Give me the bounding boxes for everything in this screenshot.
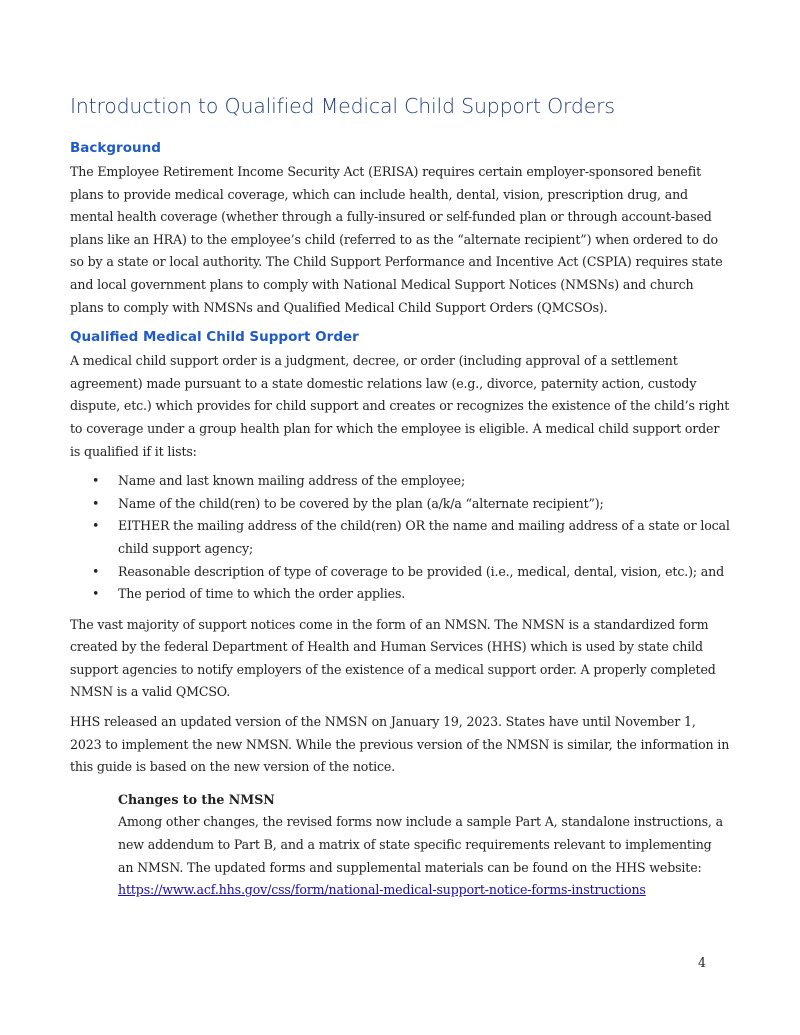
list-item-text: Reasonable description of type of coverage to be provided (i.e., medical, dental, vision, etc.); and xyxy=(118,563,725,579)
qmcso-heading: Qualified Medical Child Support Order xyxy=(70,329,359,346)
nmsn-paragraph: The vast majority of support notices come in the form of an NMSN. The NMSN is a standardized form created by the federal Department of Health and Human Services (HHS) which is used by state child support agencies to notify employers of the existence of a medical support order. A properly completed NMSN is a valid QMCSO. xyxy=(70,616,716,700)
changes-paragraph xyxy=(118,811,730,901)
update-paragraph: HHS released an updated version of the NMSN on January 19, 2023. States have until November 1, 2023 to implement the new NMSN. While the previous version of the NMSN is similar, the information in this guide is based on the new version of the notice. xyxy=(70,714,730,775)
hhs-website-link[interactable]: https://www.acf.hhs.gov/css/form/national-medical-support-notice-forms-instructions xyxy=(118,882,646,898)
changes-text: Among other changes, the revised forms now include a sample Part A, standalone instructions, a new addendum to Part B, and a matrix of state specific requirements relevant to implementing an NMSN. The updated forms and supplemental materials can be found on the HHS website: xyxy=(118,814,723,875)
background-heading: Background xyxy=(70,140,161,156)
list-item-text: Name of the child(ren) to be covered by the plan (a/k/a “alternate recipient”); xyxy=(118,495,604,511)
list-item-text: EITHER the mailing address of the child(ren) OR the name and mailing address of a state or local child support agency; xyxy=(118,518,730,556)
page-number: 4 xyxy=(697,955,706,970)
background-paragraph: The Employee Retirement Income Security Act (ERISA) requires certain employer-sponsored benefit plans to provide medical coverage, which can include health, dental, vision, prescription drug, and mental health coverage (whether through a fully-insured or self-funded plan or through account-based plans like an HRA) to the employee’s child (referred to as the “alternate recipient”) when ordered to do so by a state or local authority. The Child Support Performance and Incentive Act (CSPIA) requires state and local government plans to comply with National Medical Support Notices (NMSNs) and church plans to comply with NMSNs and Qualified Medical Child Support Orders (QMCSOs). xyxy=(70,164,723,315)
bullet-icon: • xyxy=(92,563,100,579)
list-item xyxy=(92,515,730,560)
bullet-icon: • xyxy=(92,473,100,489)
list-item xyxy=(92,561,730,584)
background-section xyxy=(70,140,730,319)
list-item xyxy=(92,583,730,606)
list-item-text: Name and last known mailing address of the employee; xyxy=(118,473,466,489)
page-title: Introduction to Qualified Medical Child Support Orders xyxy=(70,94,615,118)
bullet-icon: • xyxy=(92,518,100,534)
list-item xyxy=(92,493,730,516)
changes-heading: Changes to the NMSN xyxy=(118,791,275,807)
list-item xyxy=(92,470,730,493)
qmcso-section xyxy=(70,329,730,779)
list-item-text: The period of time to which the order applies. xyxy=(118,586,406,602)
bullet-icon: • xyxy=(92,495,100,511)
changes-section xyxy=(118,789,730,902)
bullet-icon: • xyxy=(92,586,100,602)
qmcso-paragraph: A medical child support order is a judgment, decree, or order (including approval of a settlement agreement) made pursuant to a state domestic relations law (e.g., divorce, paternity action, custody dispute, etc.) which provides for child support and creates or recognizes the existence of the child’s right to coverage under a group health plan for which the employee is eligible. A medical child support order is qualified if it lists: xyxy=(70,353,730,459)
requirements-list xyxy=(70,470,730,606)
